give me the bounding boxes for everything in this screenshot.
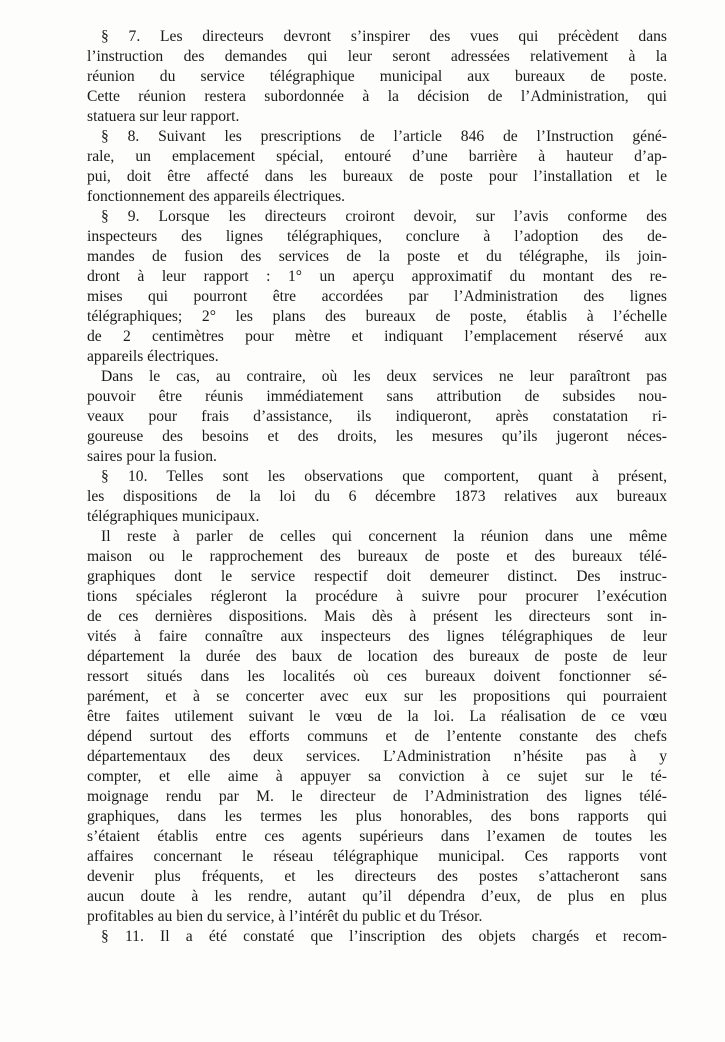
text-line: Dans le cas, au contraire, où les deux services ne leur paraîtront pas <box>101 368 667 385</box>
text-line: parément, et à se concerter avec eux sur les propositions qui pourraient <box>87 688 667 705</box>
text-line: aucun doute à les rendre, autant qu’il dépendra d’eux, de plus en plus <box>87 888 667 905</box>
text-line: § 11. Il a été constaté que l’inscription des objets chargés et recom- <box>101 928 667 945</box>
text-line: réunion du service télégraphique municipal aux bureaux de poste. <box>87 68 667 85</box>
text-line: mises qui pourront être accordées par l’Administration des lignes <box>87 288 667 305</box>
text-line: pouvoir être réunis immédiatement sans attribution de subsides nou- <box>87 388 667 405</box>
paragraph-s9b <box>87 367 667 467</box>
text-line: statuera sur leur rapport. <box>87 108 240 125</box>
text-line: goureuse des besoins et des droits, les mesures qu’ils jugeront néces- <box>87 428 667 445</box>
paragraph-s7 <box>87 27 667 127</box>
text-line: rale, un emplacement spécial, entouré d’une barrière à hauteur d’ap- <box>87 148 667 165</box>
text-line: veaux pour frais d’assistance, ils indiqueront, après constatation ri- <box>87 408 667 425</box>
text-line: fonctionnement des appareils électriques. <box>87 188 346 205</box>
text-line: § 10. Telles sont les observations que comportent, quant à présent, <box>101 468 667 485</box>
text-line: Cette réunion restera subordonnée à la décision de l’Administration, qui <box>87 88 667 105</box>
paragraph-s10b <box>87 527 667 927</box>
text-line: dront à leur rapport : 1° un aperçu approximatif du montant des re- <box>87 268 667 285</box>
text-line: l’instruction des demandes qui leur seront adressées relativement à la <box>87 48 667 65</box>
text-line: s’étaient établis entre ces agents supérieurs dans l’examen de toutes les <box>87 828 667 845</box>
text-line: saires pour la fusion. <box>87 448 217 465</box>
document-body <box>87 27 667 947</box>
paragraph-s8 <box>87 127 667 207</box>
text-line: de ces dernières dispositions. Mais dès à présent les directeurs sont in- <box>87 608 667 625</box>
text-line: § 8. Suivant les prescriptions de l’article 846 de l’Instruction géné- <box>101 128 667 145</box>
text-line: § 7. Les directeurs devront s’inspirer des vues qui précèdent dans <box>101 28 667 45</box>
text-line: dépend surtout des efforts communs et de l’entente constante des chefs <box>87 728 667 745</box>
text-line: les dispositions de la loi du 6 décembre 1873 relatives aux bureaux <box>87 488 667 505</box>
paragraph-s11 <box>87 927 667 947</box>
text-line: § 9. Lorsque les directeurs croiront devoir, sur l’avis conforme des <box>101 208 667 225</box>
text-line: vités à faire connaître aux inspecteurs des lignes télégraphiques de leur <box>87 628 667 645</box>
text-line: graphiques, dans les termes les plus honorables, des bons rapports qui <box>87 808 667 825</box>
text-line: département la durée des baux de location des bureaux de poste de leur <box>87 648 667 665</box>
text-line: Il reste à parler de celles qui concernent la réunion dans une même <box>101 528 667 545</box>
text-line: télégraphiques; 2° les plans des bureaux de poste, établis à l’échelle <box>87 308 667 325</box>
text-line: être faites utilement suivant le vœu de la loi. La réalisation de ce vœu <box>87 708 667 725</box>
text-line: appareils électriques. <box>87 348 219 365</box>
text-line: affaires concernant le réseau télégraphique municipal. Ces rapports vont <box>87 848 667 865</box>
text-line: maison ou le rapprochement des bureaux de poste et des bureaux télé- <box>87 548 667 565</box>
text-line: de 2 centimètres pour mètre et indiquant l’emplacement réservé aux <box>87 328 667 345</box>
paragraph-s10 <box>87 467 667 527</box>
text-line: pui, doit être affecté dans les bureaux de poste pour l’installation et le <box>87 168 667 185</box>
text-line: moignage rendu par M. le directeur de l’Administration des lignes télé- <box>87 788 667 805</box>
text-line: télégraphiques municipaux. <box>87 508 260 525</box>
paragraph-s9 <box>87 207 667 367</box>
text-line: graphiques dont le service respectif doit demeurer distinct. Des instruc- <box>87 568 667 585</box>
text-line: profitables au bien du service, à l’intérêt du public et du Trésor. <box>87 908 483 925</box>
text-line: départementaux des deux services. L’Administration n’hésite pas à y <box>87 748 667 765</box>
text-line: mandes de fusion des services de la poste et du télégraphe, ils join- <box>87 248 667 265</box>
text-line: ressort situés dans les localités où ces bureaux doivent fonctionner sé- <box>87 668 667 685</box>
text-line: inspecteurs des lignes télégraphiques, conclure à l’adoption des de- <box>87 228 667 245</box>
text-line: tions spéciales régleront la procédure à suivre pour procurer l’exécution <box>87 588 667 605</box>
text-line: compter, et elle aime à appuyer sa conviction à ce sujet sur le té- <box>87 768 667 785</box>
text-line: devenir plus fréquents, et les directeurs des postes s’attacheront sans <box>87 868 667 885</box>
